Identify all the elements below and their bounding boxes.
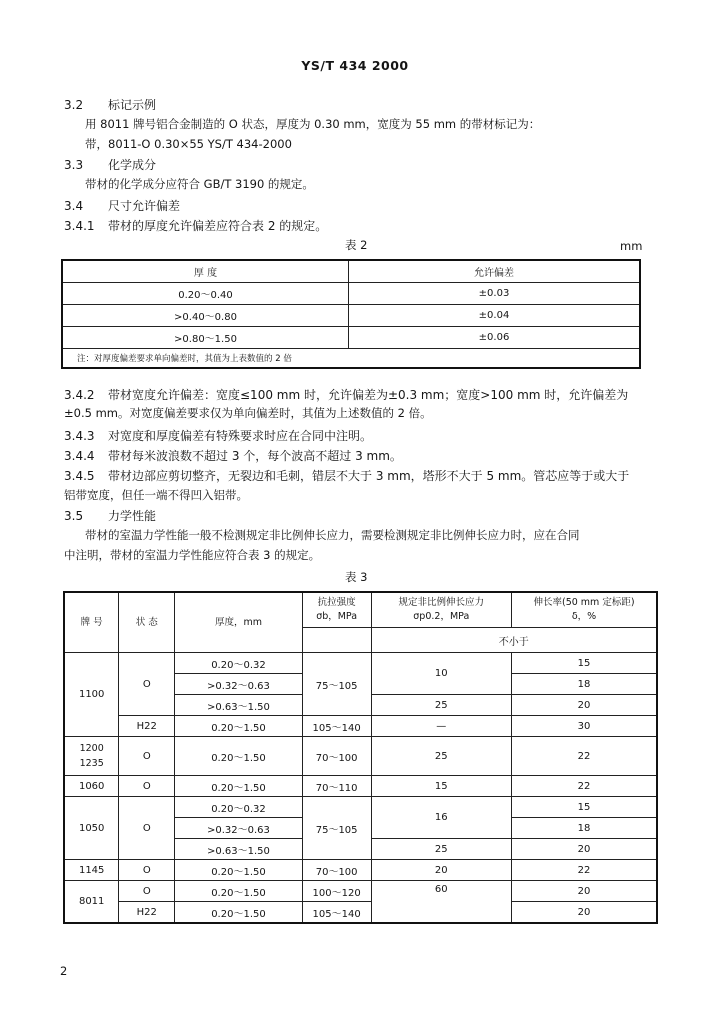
section-3-4-1 — [64, 217, 327, 234]
table-row — [64, 902, 657, 924]
section-3-4-2 — [64, 386, 628, 403]
table-note: 注：对厚度偏差要求单向偏差时，其值为上表数值的 2 倍 — [62, 349, 640, 369]
table-row — [64, 881, 657, 902]
grade-1200: 1200 — [79, 743, 104, 754]
table-row — [64, 797, 657, 818]
cell-grade: 8011 — [64, 881, 119, 924]
cell-yield: 60 — [371, 881, 512, 924]
section-3-4-heading — [64, 197, 180, 214]
section-number: 3.3 — [64, 158, 84, 172]
cell-temper: O — [119, 737, 175, 776]
cell-elongation: 15 — [512, 653, 657, 674]
table-3 — [63, 591, 658, 924]
cell-elongation: 20 — [512, 695, 657, 716]
cell-thickness: 0.20～0.32 — [175, 653, 303, 674]
section-text: 带材的厚度允许偏差应符合表 2 的规定。 — [108, 219, 328, 233]
header-tensile — [302, 592, 371, 628]
cell-yield: 25 — [371, 737, 512, 776]
cell-thickness: 0.20～1.50 — [175, 716, 303, 737]
section-text: 带材边部应剪切整齐，无裂边和毛刺，错层不大于 3 mm，塔形不大于 5 mm。管芯应等于或大于 — [108, 469, 630, 483]
cell-tensile: 70～100 — [302, 860, 371, 881]
section-3-4-5 — [64, 467, 629, 484]
table-2-caption: 表 2 — [345, 238, 368, 252]
section-3-3-heading — [64, 156, 156, 173]
cell-tensile: 70～100 — [302, 737, 371, 776]
cell-tensile: 105～140 — [302, 716, 371, 737]
section-title: 力学性能 — [108, 509, 157, 523]
table-2 — [61, 259, 641, 369]
table-row — [64, 653, 657, 674]
cell-tensile: 105～140 — [302, 902, 371, 924]
header-yield — [371, 592, 512, 628]
section-3-5-text: 带材的室温力学性能一般不检测规定非比例伸长应力，需要检测规定非比例伸长应力时，应在合同 — [85, 528, 580, 542]
cell-grade: 1050 — [64, 797, 119, 860]
cell-thickness: 0.20～1.50 — [175, 860, 303, 881]
cell-elongation: 22 — [512, 737, 657, 776]
cell-thickness: >0.32～0.63 — [175, 674, 303, 695]
section-number: 3.4.2 — [64, 388, 95, 402]
section-3-4-5-cont: 铝带宽度，但任一端不得凹入铝带。 — [64, 488, 248, 502]
cell-temper: H22 — [119, 716, 175, 737]
table-note-row — [62, 349, 640, 369]
section-number: 3.5 — [64, 509, 84, 523]
cell-grade: 1060 — [64, 776, 119, 797]
table-2-unit: mm — [620, 239, 643, 253]
section-number: 3.2 — [64, 98, 84, 112]
section-3-2-text: 用 8011 牌号铝合金制造的 O 状态，厚度为 0.30 mm，宽度为 55 mm 的带材标记为： — [85, 117, 541, 131]
cell-temper: O — [119, 881, 175, 902]
table-row — [64, 860, 657, 881]
cell-elongation: 20 — [512, 902, 657, 924]
cell-elongation: 22 — [512, 776, 657, 797]
cell-temper: O — [119, 797, 175, 860]
section-number: 3.4.3 — [64, 429, 95, 443]
cell-yield: 16 — [371, 797, 512, 839]
cell-thickness: 0.20～0.40 — [62, 283, 349, 305]
header-tensile-unit: σb，MPa — [316, 611, 358, 622]
cell-grade — [64, 737, 119, 776]
section-3-4-3 — [64, 427, 372, 444]
table-header-row — [64, 592, 657, 628]
cell-thickness: 0.20～1.50 — [175, 737, 303, 776]
cell-temper: O — [119, 776, 175, 797]
cell-elongation: 30 — [512, 716, 657, 737]
cell-tensile: 70～110 — [302, 776, 371, 797]
cell-thickness: 0.20～0.32 — [175, 797, 303, 818]
table-row — [64, 716, 657, 737]
grade-1235: 1235 — [79, 758, 104, 769]
cell-tensile: 75～105 — [302, 653, 371, 716]
header-thickness: 厚 度 — [62, 260, 349, 283]
cell-thickness: >0.32～0.63 — [175, 818, 303, 839]
cell-temper: O — [119, 860, 175, 881]
header-elongation-label: 伸长率(50 mm 定标距) — [533, 597, 635, 608]
page-number: 2 — [60, 964, 68, 978]
cell-elongation: 18 — [512, 818, 657, 839]
section-title: 化学成分 — [108, 158, 157, 172]
cell-thickness: >0.63～1.50 — [175, 839, 303, 860]
section-number: 3.4.4 — [64, 449, 95, 463]
cell-tensile: 75～105 — [302, 797, 371, 860]
table-3-caption: 表 3 — [345, 570, 368, 584]
section-3-5-text-cont: 中注明，带材的室温力学性能应符合表 3 的规定。 — [64, 548, 321, 562]
section-text: 带材每米波浪数不超过 3 个，每个波高不超过 3 mm。 — [108, 449, 402, 463]
cell-grade: 1145 — [64, 860, 119, 881]
section-title: 尺寸允许偏差 — [108, 199, 181, 213]
cell-empty — [302, 628, 371, 653]
header-thickness: 厚度，mm — [175, 592, 303, 653]
cell-tolerance: ±0.06 — [349, 327, 641, 349]
cell-elongation: 22 — [512, 860, 657, 881]
cell-tensile: 100～120 — [302, 881, 371, 902]
header-yield-unit: σp0.2，MPa — [413, 611, 470, 622]
cell-elongation: 15 — [512, 797, 657, 818]
table-row — [64, 776, 657, 797]
table-row — [62, 327, 640, 349]
cell-tolerance: ±0.04 — [349, 305, 641, 327]
cell-yield: 10 — [371, 653, 512, 695]
table-row — [62, 283, 640, 305]
cell-temper: O — [119, 653, 175, 716]
cell-temper: H22 — [119, 902, 175, 924]
cell-thickness: >0.63～1.50 — [175, 695, 303, 716]
header-elongation-unit: δ，% — [571, 611, 597, 622]
document-header: YS/T 434 2000 — [301, 58, 409, 73]
header-tensile-label: 抗拉强度 — [317, 597, 356, 608]
section-number: 3.4.1 — [64, 219, 95, 233]
cell-grade: 1100 — [64, 653, 119, 737]
cell-yield: 25 — [371, 695, 512, 716]
cell-elongation: 20 — [512, 839, 657, 860]
section-title: 标记示例 — [108, 98, 157, 112]
cell-elongation: 20 — [512, 881, 657, 902]
header-tolerance: 允许偏差 — [349, 260, 641, 283]
cell-yield: — — [371, 716, 512, 737]
cell-yield: 20 — [371, 860, 512, 881]
header-temper: 状 态 — [119, 592, 175, 653]
cell-thickness: 0.20～1.50 — [175, 776, 303, 797]
section-3-3-text: 带材的化学成分应符合 GB/T 3190 的规定。 — [85, 177, 314, 191]
header-grade: 牌 号 — [64, 592, 119, 653]
header-elongation — [512, 592, 657, 628]
cell-elongation: 18 — [512, 674, 657, 695]
table-header-row — [62, 260, 640, 283]
cell-thickness: >0.40～0.80 — [62, 305, 349, 327]
section-3-4-4 — [64, 447, 402, 464]
section-3-4-2-cont: ±0.5 mm。对宽度偏差要求仅为单向偏差时，其值为上述数值的 2 倍。 — [64, 406, 432, 420]
section-number: 3.4 — [64, 199, 84, 213]
cell-yield: 25 — [371, 839, 512, 860]
cell-thickness: 0.20～1.50 — [175, 881, 303, 902]
section-text: 对宽度和厚度偏差有特殊要求时应在合同中注明。 — [108, 429, 373, 443]
section-3-5-heading — [64, 507, 156, 524]
table-row — [62, 305, 640, 327]
section-text: 带材宽度允许偏差：宽度≤100 mm 时，允许偏差为±0.3 mm；宽度>100 mm 时，允许偏差为 — [108, 388, 629, 402]
section-number: 3.4.5 — [64, 469, 95, 483]
header-min: 不小于 — [371, 628, 657, 653]
cell-tolerance: ±0.03 — [349, 283, 641, 305]
section-3-2-example: 带，8011-O 0.30×55 YS/T 434-2000 — [85, 137, 292, 151]
cell-yield: 15 — [371, 776, 512, 797]
header-yield-label: 规定非比例伸长应力 — [398, 597, 485, 608]
table-row — [64, 737, 657, 776]
cell-thickness: 0.20～1.50 — [175, 902, 303, 924]
section-3-2-heading — [64, 96, 156, 113]
cell-thickness: >0.80～1.50 — [62, 327, 349, 349]
